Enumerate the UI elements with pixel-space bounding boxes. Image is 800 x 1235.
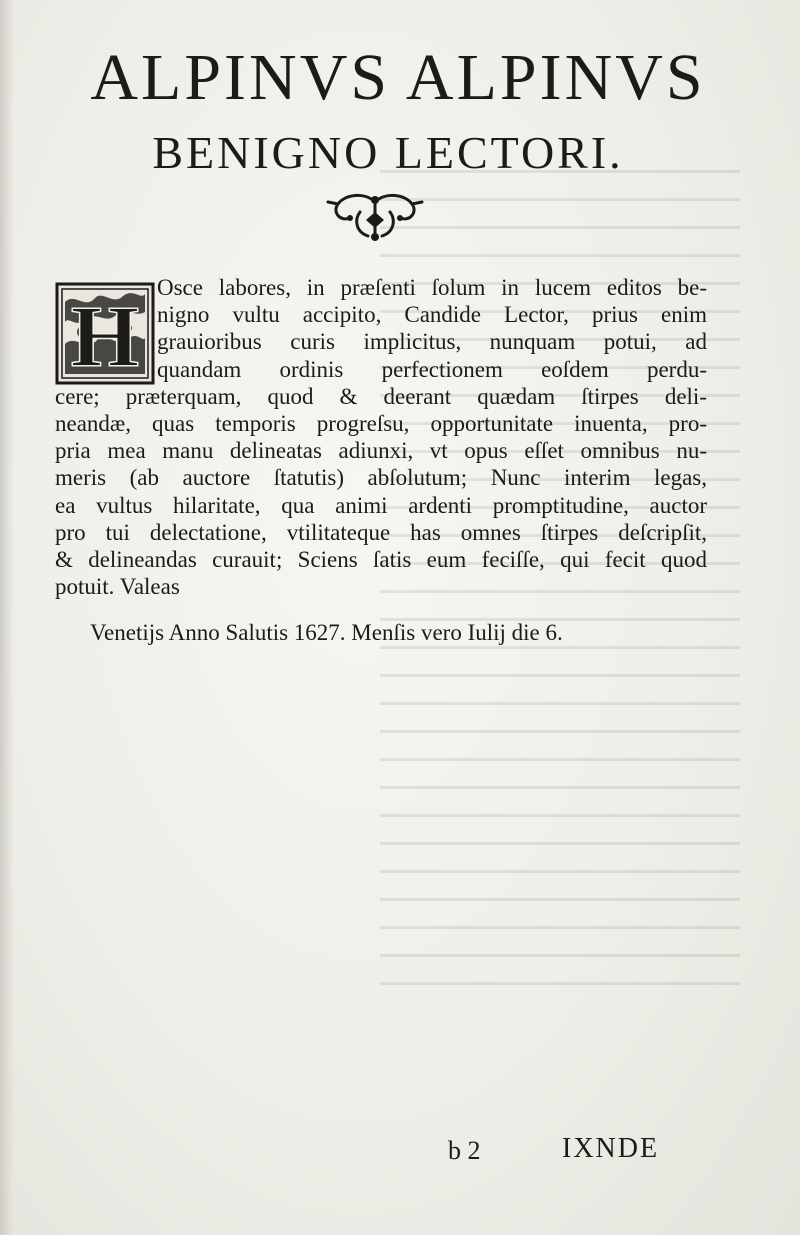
body-line-5: cere; præterquam, quod & deerant quædam ſtirpes deli- — [55, 383, 707, 409]
body-line-10: pro tui delectatione, vtilitateque has omnes ſtirpes deſcripſit, — [55, 519, 707, 545]
page-title: ALPINVS ALPINVS — [90, 41, 706, 114]
body-line-11: & delineandas curauit; Sciens ſatis eum feciſſe, qui fecit quod — [55, 547, 707, 573]
body-line-4: quandam ordinis perfectionem eoſdem perdu- — [157, 356, 707, 382]
svg-text:H: H — [70, 289, 140, 385]
body-line-3: grauioribus curis implicitus, nunquam potui, ad — [157, 329, 707, 355]
letter-body — [55, 274, 707, 600]
body-line-12: potuit. Valeas — [55, 574, 180, 600]
catchword: IXNDE — [562, 1133, 660, 1164]
body-line-2: nigno vultu accipito, Candide Lector, prius enim — [157, 302, 707, 328]
dateline: Venetijs Anno Salutis 1627. Menſis vero Iulij die 6. — [90, 620, 563, 645]
page-edge-shadow — [0, 0, 14, 1235]
page-subtitle: BENIGNO LECTORI. — [152, 127, 624, 178]
fleuron-ornament-icon — [320, 190, 430, 245]
signature-mark: b 2 — [448, 1136, 481, 1165]
body-line-6: neandæ, quas temporis progreſsu, opportunitate inuenta, pro- — [55, 411, 707, 437]
body-line-1: Osce labores, in præſenti ſolum in lucem editos be- — [157, 275, 707, 300]
body-line-7: pria mea manu delineatas adiunxi, vt opus eſſet omnibus nu- — [55, 438, 707, 464]
body-line-9: ea vultus hilaritate, qua animi ardenti promptitudine, auctor — [55, 492, 707, 518]
body-line-8: meris (ab auctore ſtatutis) abſolutum; Nunc interim legas, — [55, 465, 707, 491]
